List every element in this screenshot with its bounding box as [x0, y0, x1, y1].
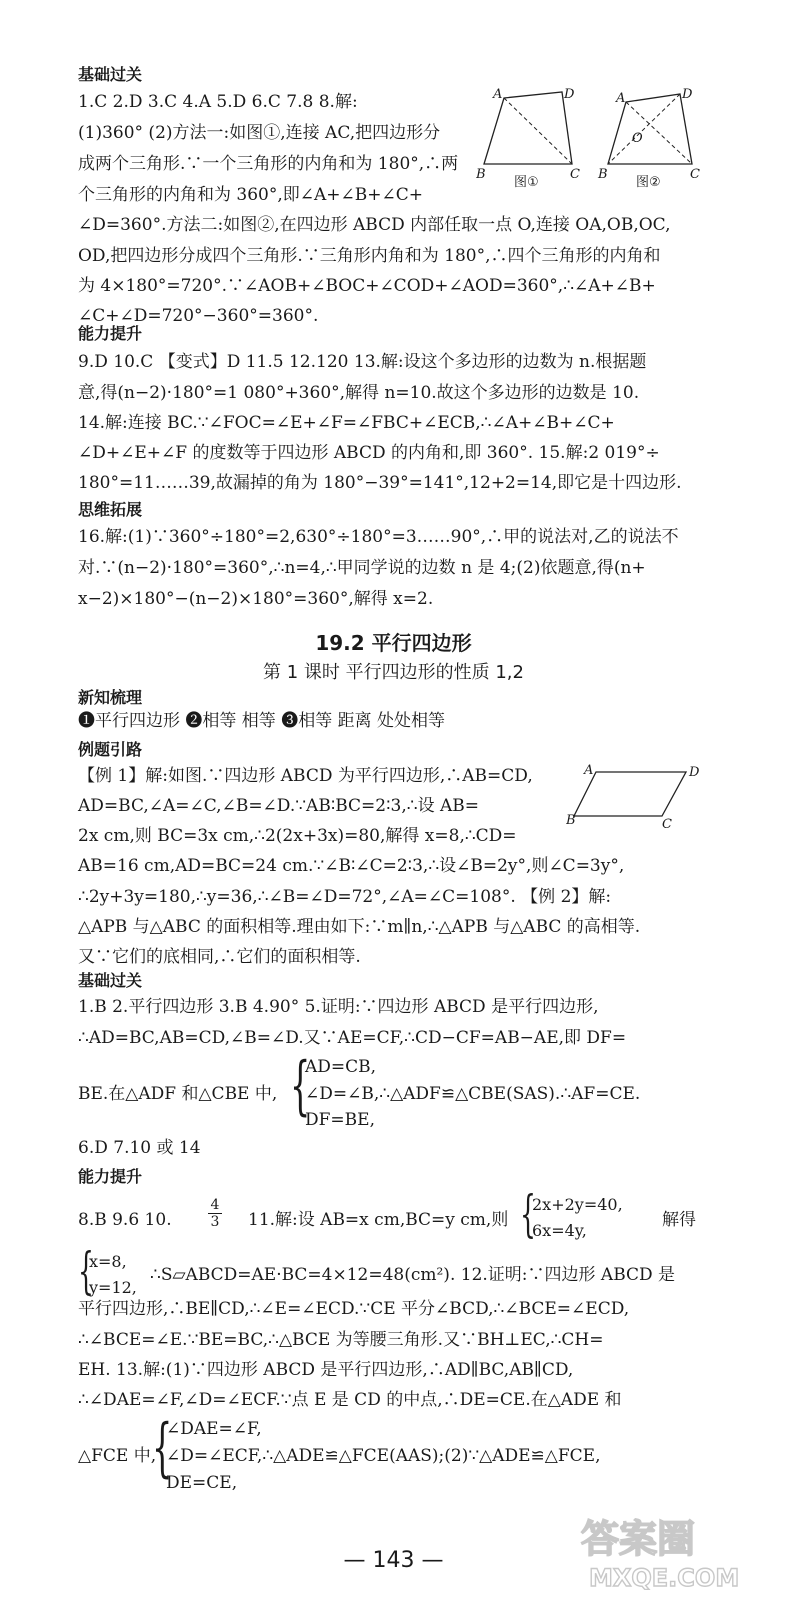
heading-new-knowledge: 新知梳理 [78, 688, 143, 707]
section-title: 19.2 平行四边形 [315, 631, 472, 655]
text-line: 【例 1】解:如图.∵四边形 ABCD 为平行四边形,∴AB=CD, [78, 766, 533, 786]
text-line: ∠C+∠D=720°−360°=360°. [78, 306, 319, 326]
text-line: 6.D 7.10 或 14 [78, 1138, 201, 1158]
heading-ability-2: 能力提升 [78, 1167, 143, 1186]
text-line: 平行四边形,∴BE∥CD,∴∠E=∠ECD.∵CE 平分∠BCD,∴∠BCE=∠ECD, [78, 1299, 630, 1319]
text-line: EH. 13.解:(1)∵四边形 ABCD 是平行四边形,∴AD∥BC,AB∥CD, [78, 1360, 574, 1380]
equation-line: AD=CB, [305, 1057, 377, 1077]
text-line: AB=16 cm,AD=BC=24 cm.∵∠B∶∠C=2∶3,∴设∠B=2y°,则∠C=3y°, [78, 856, 625, 876]
text-line: 180°=11……39,故漏掉的角为 180°−39°=141°,12+2=14,即它是十四边形. [78, 473, 682, 493]
svg-text:O: O [632, 131, 643, 146]
brace: { [290, 1049, 311, 1123]
fraction-denominator: 3 [210, 1214, 220, 1230]
svg-text:D: D [564, 87, 575, 102]
text-line: 对.∵(n−2)·180°=360°,∴n=4,∴甲同学说的边数 n 是 4;(2)依题意,得(n+ [78, 558, 646, 578]
text-line: ∴∠DAE=∠F,∠D=∠ECF.∵点 E 是 CD 的中点,∴DE=CE.在△ADE 和 [78, 1390, 622, 1410]
text-line: 1.C 2.D 3.C 4.A 5.D 6.C 7.8 8.解: [78, 92, 358, 112]
quadrilateral-figure-2 [596, 84, 706, 194]
equation-line: 6x=4y, [532, 1221, 587, 1240]
svg-text:B: B [566, 813, 576, 828]
fraction-numerator: 4 [208, 1197, 222, 1214]
svg-text:答案圈: 答案圈 [581, 1517, 696, 1561]
heading-basic: 基础过关 [78, 65, 143, 84]
heading-basic-2: 基础过关 [78, 971, 143, 990]
equation-line: ∠D=∠B,∴△ADF≌△CBE(SAS).∴AF=CE. [305, 1084, 641, 1104]
equation-line: ∠D=∠ECF,∴△ADE≌△FCE(AAS);(2)∵△ADE≌△FCE, [166, 1446, 601, 1466]
svg-text:D: D [689, 765, 700, 780]
svg-text:A: A [616, 91, 626, 106]
heading-ability: 能力提升 [78, 324, 143, 343]
text-line: ∠D+∠E+∠F 的度数等于四边形 ABCD 的内角和,即 360°. 15.解:2 019°÷ [78, 443, 660, 463]
text-line: BE.在△ADF 和△CBE 中, [78, 1084, 278, 1104]
text-line: △APB 与△ABC 的面积相等.理由如下:∵m∥n,∴△APB 与△ABC 的高相等. [78, 917, 641, 937]
text-line: 2x cm,则 BC=3x cm,∴2(2x+3x)=80,解得 x=8,∴CD= [78, 826, 517, 846]
text-line: 为 4×180°=720°.∵∠AOB+∠BOC+∠COD+∠AOD=360°,∴∠A+∠B+ [78, 276, 656, 296]
svg-text:图①: 图① [514, 175, 539, 190]
page-number: — 143 — [343, 1548, 444, 1573]
text-line: △FCE 中, [78, 1446, 157, 1466]
svg-text:B: B [598, 167, 608, 182]
text-line: 又∵它们的底相同,∴它们的面积相等. [78, 947, 361, 967]
svg-text:MXQE.COM: MXQE.COM [589, 1564, 740, 1590]
section-subtitle: 第 1 课时 平行四边形的性质 1,2 [263, 662, 524, 683]
equation-line: ∠DAE=∠F, [166, 1419, 262, 1439]
svg-text:A: A [584, 763, 594, 778]
equation-line: DE=CE, [166, 1473, 238, 1493]
watermark-logo [575, 1506, 765, 1590]
text-line: x−2)×180°−(n−2)×180°=360°,解得 x=2. [78, 589, 434, 609]
heading-examples: 例题引路 [78, 740, 143, 759]
brace: { [520, 1185, 536, 1243]
svg-text:A: A [493, 87, 503, 102]
text-line: 成两个三角形.∵一个三角形的内角和为 180°,∴两 [78, 154, 459, 174]
brace: { [78, 1242, 94, 1300]
equation-line: y=12, [89, 1278, 137, 1297]
text-line: 16.解:(1)∵360°÷180°=2,630°÷180°=3……90°,∴甲的说法对,乙的说法不 [78, 527, 679, 547]
svg-text:B: B [476, 167, 486, 182]
text-line: (1)360° (2)方法一:如图①,连接 AC,把四边形分 [78, 123, 441, 143]
svg-text:图②: 图② [636, 175, 661, 190]
text-line: AD=BC,∠A=∠C,∠B=∠D.∵AB∶BC=2∶3,∴设 AB= [78, 796, 479, 816]
svg-text:C: C [570, 167, 580, 182]
svg-text:C: C [690, 167, 700, 182]
equation-line: 2x+2y=40, [532, 1195, 623, 1214]
brace: { [152, 1411, 173, 1485]
text-line: ❶平行四边形 ❷相等 相等 ❸相等 距离 处处相等 [78, 711, 446, 731]
svg-text:D: D [682, 87, 693, 102]
text-line: 意,得(n−2)·180°=1 080°+360°,解得 n=10.故这个多边形的边数是 10. [78, 383, 640, 403]
text-line: 解得 [662, 1210, 696, 1230]
text-line: 8.B 9.6 10. [78, 1210, 172, 1230]
parallelogram-figure [566, 760, 706, 828]
text-line: 11.解:设 AB=x cm,BC=y cm,则 [248, 1210, 509, 1230]
text-line: ∴2y+3y=180,∴y=36,∴∠B=∠D=72°,∠A=∠C=108°. 【例 2】解: [78, 887, 612, 907]
equation-line: DF=BE, [305, 1110, 375, 1130]
quadrilateral-figure-1 [476, 84, 586, 194]
text-line: ∴∠BCE=∠E.∵BE=BC,∴△BCE 为等腰三角形.又∵BH⊥EC,∴CH= [78, 1330, 604, 1350]
text-line: 14.解:连接 BC.∵∠FOC=∠E+∠F=∠FBC+∠ECB,∴∠A+∠B+∠C+ [78, 413, 615, 433]
heading-thinking: 思维拓展 [78, 500, 143, 519]
text-line: 9.D 10.C 【变式】D 11.5 12.120 13.解:设这个多边形的边数为 n.根据题 [78, 352, 647, 372]
text-line: ∴S▱ABCD=AE·BC=4×12=48(cm²). 12.证明:∵四边形 ABCD 是 [150, 1265, 676, 1285]
text-line: OD,把四边形分成四个三角形.∵三角形内角和为 180°,∴四个三角形的内角和 [78, 246, 661, 266]
text-line: ∠D=360°.方法二:如图②,在四边形 ABCD 内部任取一点 O,连接 OA,OB,OC, [78, 215, 671, 235]
svg-text:C: C [662, 817, 672, 828]
equation-line: x=8, [89, 1252, 127, 1271]
text-line: 1.B 2.平行四边形 3.B 4.90° 5.证明:∵四边形 ABCD 是平行四边形, [78, 997, 599, 1017]
text-line: ∴AD=BC,AB=CD,∠B=∠D.又∵AE=CF,∴CD−CF=AB−AE,即 DF= [78, 1028, 627, 1048]
text-line: 个三角形的内角和为 360°,即∠A+∠B+∠C+ [78, 185, 423, 205]
